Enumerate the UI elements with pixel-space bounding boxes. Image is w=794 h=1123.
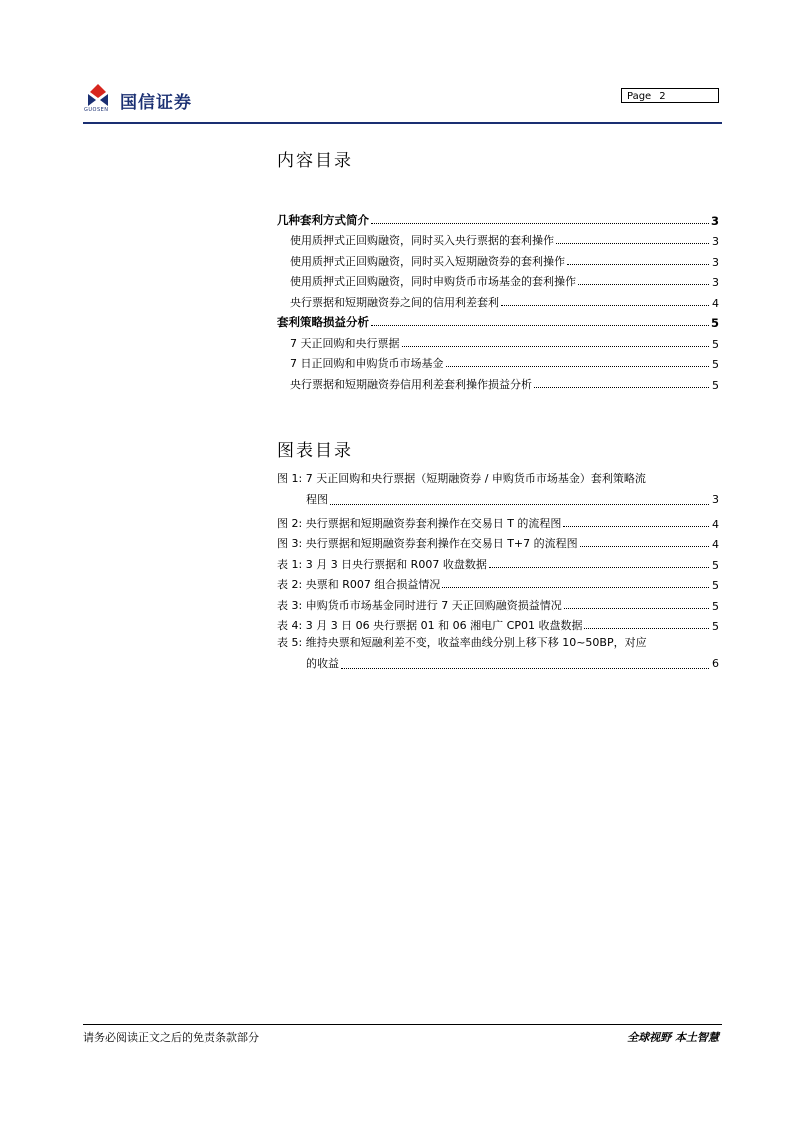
toc-entry-page: 5	[712, 378, 719, 392]
toc-entry[interactable]	[277, 289, 719, 310]
toc-leader-dots	[371, 223, 709, 224]
figure-entry-text: 表 5: 维持央票和短融利差不变，收益率曲线分别上移下移 10~50BP，对应	[277, 636, 647, 649]
figure-leader-dots	[489, 567, 709, 568]
toc-entry-text: 7 日正回购和申购货币市场基金	[290, 357, 444, 370]
figure-entry[interactable]	[277, 551, 719, 572]
logo-subtext: GUOSEN	[84, 107, 109, 113]
toc-entry-text: 央行票据和短期融资券信用利差套利操作损益分析	[290, 377, 532, 391]
toc-entry-text: 7 天正回购和央行票据	[290, 336, 400, 350]
figure-entry[interactable]	[277, 613, 719, 634]
toc-entry-text: 央行票据和短期融资券之间的信用利差套利	[290, 295, 499, 309]
footer-rule	[83, 1024, 722, 1025]
figure-entry[interactable]	[277, 510, 719, 531]
toc-leader-dots	[402, 346, 710, 347]
figure-leader-dots	[442, 587, 709, 588]
figure-entry[interactable]	[277, 572, 719, 593]
company-logo	[84, 84, 214, 114]
toc-entry-page: 5	[712, 358, 719, 371]
figure-entry-text: 表 1: 3 月 3 日央行票据和 R007 收盘数据	[277, 557, 487, 571]
toc-leader-dots	[501, 305, 709, 306]
figure-entry[interactable]	[277, 592, 719, 613]
header-rule	[83, 122, 722, 124]
figure-leader-dots	[584, 628, 709, 629]
toc-title: 内容目录	[277, 151, 353, 171]
toc-leader-dots	[567, 264, 709, 265]
figure-entry-text: 图 2: 央行票据和短期融资券套利操作在交易日 T 的流程图	[277, 516, 562, 530]
figure-entry-page: 5	[712, 558, 719, 572]
toc-entry-page: 5	[711, 316, 720, 330]
page-label: Page	[627, 91, 652, 102]
figure-entry-page: 6	[712, 656, 719, 670]
contents-list	[277, 207, 719, 392]
page-indicator	[621, 88, 719, 103]
toc-entry[interactable]	[277, 269, 719, 290]
toc-entry-page: 3	[712, 255, 719, 269]
toc-leader-dots	[446, 366, 710, 367]
toc-entry-page: 5	[712, 337, 719, 351]
figure-entry-page: 4	[712, 517, 719, 531]
toc-entry-text: 几种套利方式简介	[277, 212, 369, 227]
toc-entry-text: 使用质押式正回购融资，同时买入央行票据的套利操作	[290, 234, 554, 247]
toc-leader-dots	[534, 387, 709, 388]
toc-entry[interactable]	[277, 330, 719, 351]
figure-entry-text: 表 3: 申购货币市场基金同时进行 7 天正回购融资损益情况	[277, 598, 562, 612]
toc-entry-text: 套利策略损益分析	[277, 315, 369, 329]
figure-entry-text-cont: 程图	[306, 492, 328, 506]
toc-leader-dots	[556, 243, 709, 244]
toc-entry-page: 4	[712, 296, 719, 310]
figure-entry-page: 5	[712, 599, 719, 613]
figures-list	[277, 469, 719, 674]
figure-entry-text: 图 3: 央行票据和短期融资券套利操作在交易日 T+7 的流程图	[277, 537, 578, 550]
toc-entry-page: 3	[712, 235, 719, 248]
figure-leader-dots	[564, 608, 709, 609]
figure-entry-text: 表 2: 央票和 R007 组合损益情况	[277, 578, 441, 591]
footer-disclaimer: 请务必阅读正文之后的免责条款部分	[83, 1031, 259, 1044]
toc-entry-page: 3	[711, 213, 720, 228]
toc-entry[interactable]	[277, 248, 719, 269]
figures-title: 图表目录	[277, 441, 353, 461]
page-number: 2	[659, 91, 666, 102]
figure-entry-page: 5	[712, 579, 719, 592]
toc-entry[interactable]	[277, 310, 719, 331]
figure-entry-text-cont: 的收益	[306, 656, 339, 670]
figure-entry[interactable]	[277, 633, 719, 674]
figure-leader-dots	[563, 526, 709, 527]
toc-entry-text: 使用质押式正回购融资，同时申购货币市场基金的套利操作	[290, 275, 576, 288]
figure-leader-dots	[330, 504, 709, 505]
figure-entry[interactable]	[277, 469, 719, 510]
toc-entry[interactable]	[277, 228, 719, 249]
footer-slogan: 全球视野 本土智慧	[627, 1031, 719, 1044]
figure-entry-text: 图 1: 7 天正回购和央行票据（短期融资券 / 申购货币市场基金）套利策略流	[277, 472, 646, 485]
figure-leader-dots	[580, 546, 709, 547]
figure-entry-page: 4	[712, 538, 719, 551]
toc-entry[interactable]	[277, 371, 719, 392]
toc-leader-dots	[371, 325, 709, 326]
figure-entry-page: 5	[712, 620, 719, 633]
toc-entry-page: 3	[712, 276, 719, 289]
logo-text: 国信证券	[120, 93, 192, 113]
figure-entry[interactable]	[277, 531, 719, 552]
toc-entry[interactable]	[277, 207, 719, 228]
toc-entry[interactable]	[277, 351, 719, 372]
toc-entry-text: 使用质押式正回购融资，同时买入短期融资券的套利操作	[290, 254, 565, 268]
figure-leader-dots	[341, 668, 709, 669]
figure-entry-page: 3	[712, 492, 719, 506]
toc-leader-dots	[578, 284, 709, 285]
figure-entry-text: 表 4: 3 月 3 日 06 央行票据 01 和 06 湘电广 CP01 收盘数据	[277, 619, 583, 632]
